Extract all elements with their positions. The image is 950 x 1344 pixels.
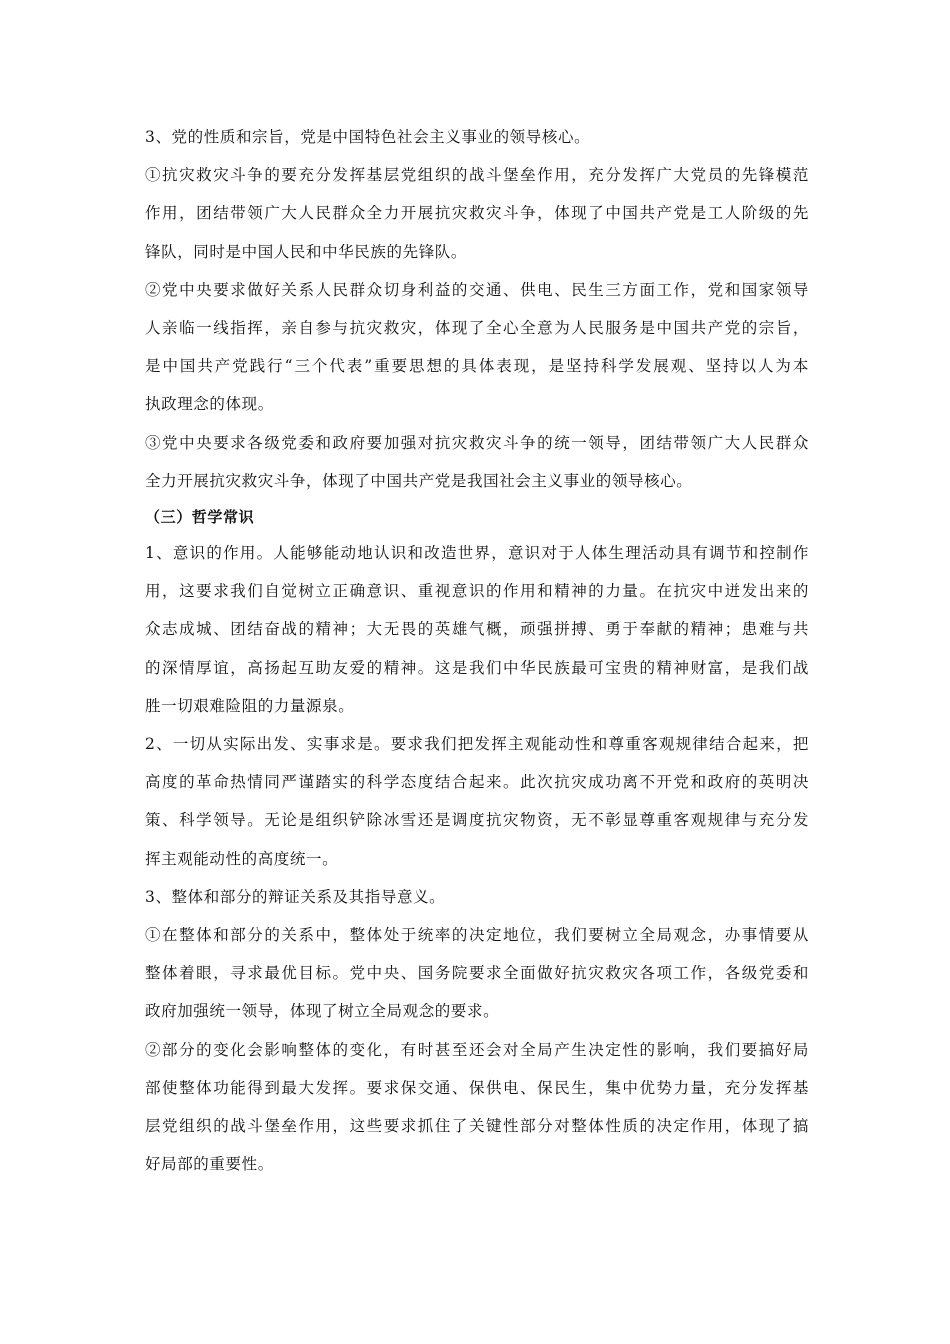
text-line: 全力开展抗灾救灾斗争，体现了中国共产党是我国社会主义事业的领导核心。 [145, 471, 693, 490]
text-line: 挥主观能动性的高度统一。 [145, 849, 339, 868]
paragraph [145, 725, 809, 878]
text-line: 策、科学领导。无论是组织铲除冰雪还是调度抗灾物资，无不彰显尊重客观规律与充分发 [145, 811, 809, 830]
text-line: 作用，团结带领广大人民群众全力开展抗灾救灾斗争，体现了中国共产党是工人阶级的先 [145, 204, 809, 223]
text-line: ③党中央要求各级党委和政府要加强对抗灾救灾斗争的统一领导，团结带领广大人民群众 [145, 433, 809, 452]
text-line: 人亲临一线指挥，亲自参与抗灾救灾，体现了全心全意为人民服务是中国共产党的宗旨， [145, 319, 809, 338]
paragraph [145, 1031, 809, 1184]
text-line: 整体着眼，寻求最优目标。党中央、国务院要求全面做好抗灾救灾各项工作，各级党委和 [145, 964, 809, 983]
text-line: 1、意识的作用。人能够能动地认识和改造世界，意识对于人体生理活动具有调节和控制作 [145, 544, 809, 563]
text-line: 高度的革命热情同严谨踏实的科学态度结合起来。此次抗灾成功离不开党和政府的英明决 [145, 773, 809, 792]
paragraph [145, 878, 809, 916]
section-heading [145, 500, 809, 534]
paragraph [145, 534, 809, 725]
document-body [145, 118, 809, 1183]
text-line: 是中国共产党践行“三个代表”重要思想的具体表现，是坚持科学发展观、坚持以人为本 [145, 357, 809, 376]
text-line: 胜一切艰难险阻的力量源泉。 [145, 696, 355, 715]
text-line: 3、党的性质和宗旨，党是中国特色社会主义事业的领导核心。 [145, 128, 591, 146]
text-line: （三）哲学常识 [145, 508, 255, 527]
text-line: 层党组织的战斗堡垒作用，这些要求抓住了关键性部分对整体性质的决定作用，体现了搞 [145, 1117, 809, 1136]
paragraph [145, 916, 809, 1031]
text-line: 锋队，同时是中国人民和中华民族的先锋队。 [145, 242, 468, 261]
paragraph [145, 271, 809, 424]
text-line: 政府加强统一领导，体现了树立全局观念的要求。 [145, 1002, 500, 1021]
text-line: ②党中央要求做好关系人民群众切身利益的交通、供电、民生三方面工作，党和国家领导 [145, 280, 809, 299]
text-line: ①抗灾救灾斗争的要充分发挥基层党组织的战斗堡垒作用，充分发挥广大党员的先锋模范 [145, 166, 809, 185]
text-line: ①在整体和部分的关系中，整体处于统率的决定地位，我们要树立全局观念，办事情要从 [145, 926, 809, 945]
text-line: 3、整体和部分的辩证关系及其指导意义。 [145, 887, 446, 906]
paragraph [145, 156, 809, 271]
text-line: 部使整体功能得到最大发挥。要求保交通、保供电、保民生，集中优势力量，充分发挥基 [145, 1078, 809, 1097]
text-line: 2、一切从实际出发、实事求是。要求我们把发挥主观能动性和尊重客观规律结合起来，把 [145, 735, 809, 754]
text-line: 用，这要求我们自觉树立正确意识、重视意识的作用和精神的力量。在抗灾中迸发出来的 [145, 582, 809, 601]
paragraph [145, 118, 809, 156]
text-line: 众志成城、团结奋战的精神；大无畏的英雄气概，顽强拼搏、勇于奉献的精神；患难与共 [145, 620, 809, 639]
text-line: 好局部的重要性。 [145, 1155, 274, 1174]
paragraph [145, 424, 809, 500]
text-line: 执政理念的体现。 [145, 395, 274, 414]
text-line: ②部分的变化会影响整体的变化，有时甚至还会对全局产生决定性的影响，我们要搞好局 [145, 1040, 809, 1059]
text-line: 的深情厚谊，高扬起互助友爱的精神。这是我们中华民族最可宝贵的精神财富，是我们战 [145, 658, 809, 677]
